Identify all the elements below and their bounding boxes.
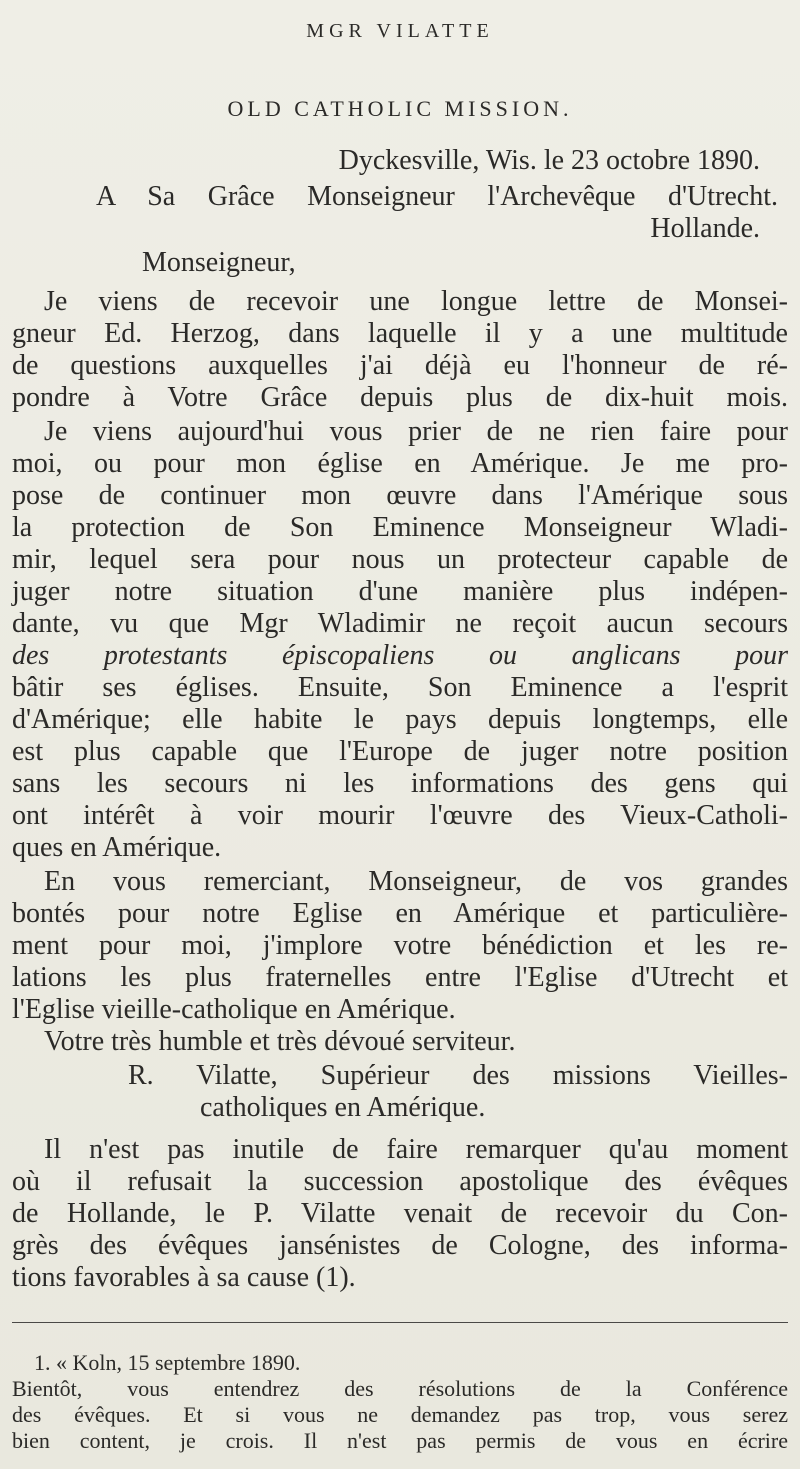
letter-signature-line-1: R. Vilatte, Supérieur des missions Vieilles- (128, 1060, 788, 1091)
letter-line: l'Eglise vieille-catholique en Amérique. (12, 994, 456, 1025)
letter-line: est plus capable que l'Europe de juger notre position (12, 736, 788, 767)
commentary-line: Il n'est pas inutile de faire remarquer qu'au moment (44, 1134, 788, 1165)
commentary-line: tions favorables à sa cause (1). (12, 1262, 356, 1293)
letter-line: gneur Ed. Herzog, dans laquelle il y a une multitude (12, 318, 788, 349)
letter-signature-line-2: catholiques en Amérique. (200, 1092, 486, 1123)
letter-line: bâtir ses églises. Ensuite, Son Eminence a l'esprit (12, 672, 788, 703)
letter-line: d'Amérique; elle habite le pays depuis longtemps, elle (12, 704, 788, 735)
letter-address-line-1: A Sa Grâce Monseigneur l'Archevêque d'Utrecht. (96, 181, 778, 212)
letter-line: pose de continuer mon œuvre dans l'Amérique sous (12, 480, 788, 511)
letter-line: moi, ou pour mon église en Amérique. Je me pro- (12, 448, 788, 479)
letter-line: lations les plus fraternelles entre l'Eglise d'Utrecht et (12, 962, 788, 993)
letter-line: pondre à Votre Grâce depuis plus de dix-huit mois. (12, 382, 788, 413)
letter-line: la protection de Son Eminence Monseigneur Wladi- (12, 512, 788, 543)
letter-line: sans les secours ni les informations des gens qui (12, 768, 788, 799)
letter-line: des protestants épiscopaliens ou anglicans pour (12, 640, 788, 671)
footnote-separator (12, 1322, 788, 1323)
letter-salutation: Monseigneur, (142, 247, 296, 278)
footnote-line: 1. « Koln, 15 septembre 1890. (34, 1350, 301, 1375)
letter-line: Je viens aujourd'hui vous prier de ne rien faire pour (44, 416, 788, 447)
letter-place-date: Dyckesville, Wis. le 23 octobre 1890. (338, 145, 760, 176)
letter-closing: Votre très humble et très dévoué serviteur. (44, 1026, 516, 1057)
commentary-line: grès des évêques jansénistes de Cologne, des informa- (12, 1230, 788, 1261)
letter-line: de questions auxquelles j'ai déjà eu l'honneur de ré- (12, 350, 788, 381)
letter-line: Je viens de recevoir une longue lettre de Monsei- (44, 286, 788, 317)
letter-line: mir, lequel sera pour nous un protecteur capable de (12, 544, 788, 575)
letter-line: ques en Amérique. (12, 832, 222, 863)
letter-address-line-2: Hollande. (650, 213, 760, 244)
letter-line: dante, vu que Mgr Wladimir ne reçoit aucun secours (12, 608, 788, 639)
commentary-line: où il refusait la succession apostolique des évêques (12, 1166, 788, 1197)
footnote-line: bien content, je crois. Il n'est pas permis de vous en écrire (12, 1428, 788, 1453)
letter-line: juger notre situation d'une manière plus indépen- (12, 576, 788, 607)
letter-line: ont intérêt à voir mourir l'œuvre des Vieux-Catholi- (12, 800, 788, 831)
footnote-line: Bientôt, vous entendrez des résolutions de la Conférence (12, 1376, 788, 1401)
footnote-line: des évêques. Et si vous ne demandez pas trop, vous serez (12, 1402, 788, 1427)
section-heading: OLD CATHOLIC MISSION. (227, 96, 573, 121)
letter-line: En vous remerciant, Monseigneur, de vos grandes (44, 866, 788, 897)
letter-line: ment pour moi, j'implore votre bénédiction et les re- (12, 930, 788, 961)
running-head: MGR VILATTE (306, 20, 494, 42)
letter-line: bontés pour notre Eglise en Amérique et particulière- (12, 898, 788, 929)
commentary-line: de Hollande, le P. Vilatte venait de recevoir du Con- (12, 1198, 788, 1229)
